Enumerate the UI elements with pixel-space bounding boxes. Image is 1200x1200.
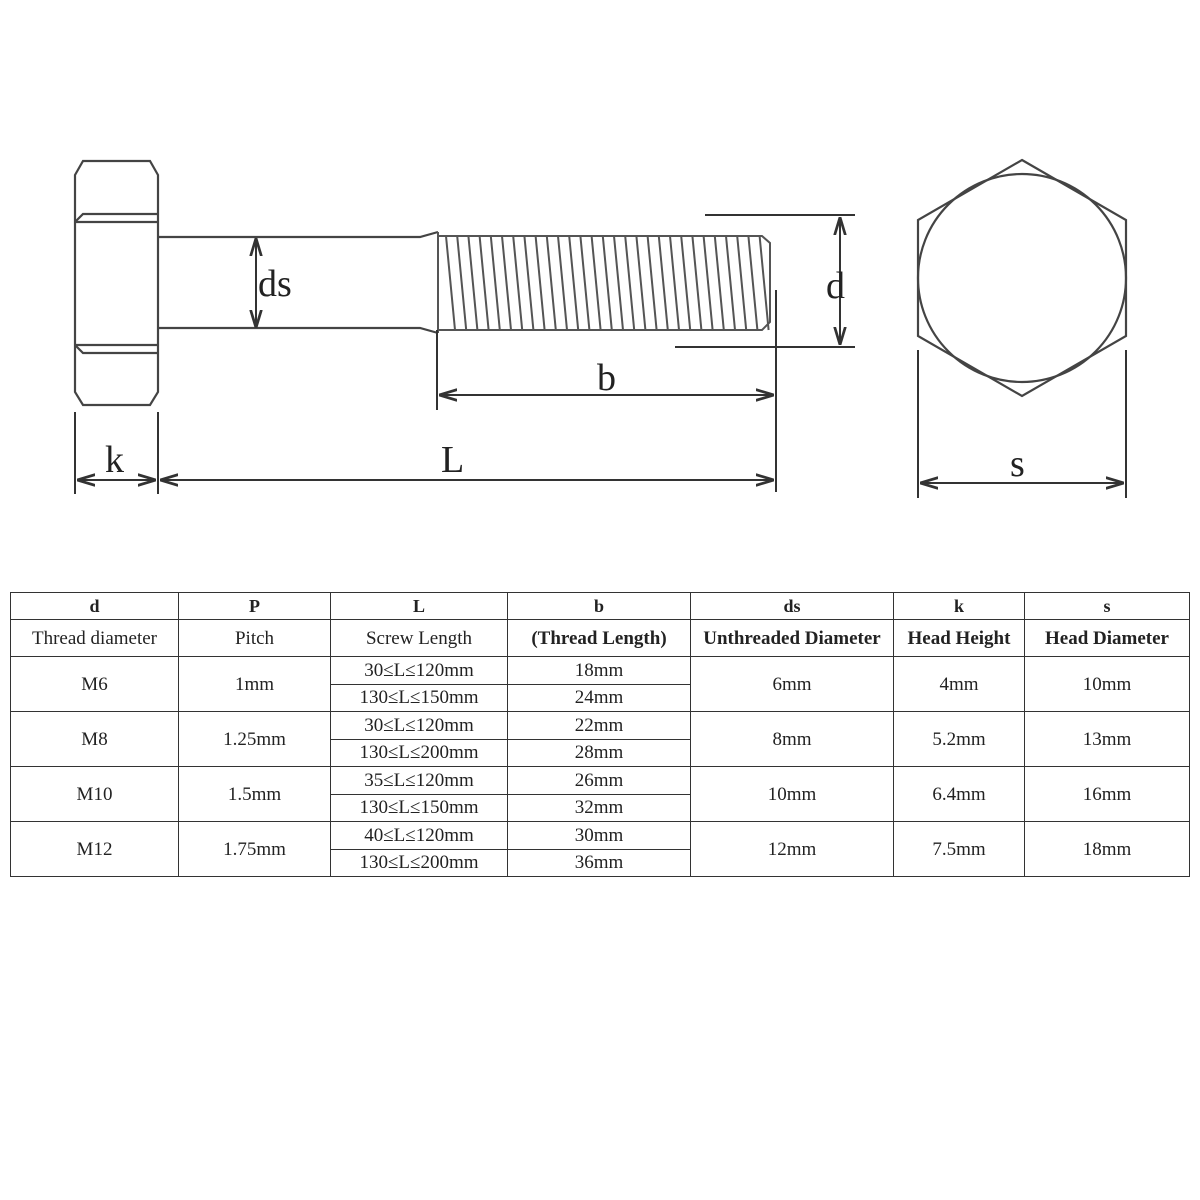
hex-head-end-view: [918, 160, 1126, 396]
cell-unthreaded-diameter: 6mm: [691, 657, 894, 712]
header-description: Unthreaded Diameter: [691, 620, 894, 657]
cell-screw-length: 130≤L≤150mm: [331, 794, 508, 822]
cell-thread-length: 18mm: [508, 657, 691, 685]
thread-line: [760, 236, 769, 330]
header-description: Thread diameter: [11, 620, 179, 657]
header-description: (Thread Length): [508, 620, 691, 657]
thread-line: [524, 236, 533, 330]
thread-line: [636, 236, 645, 330]
header-description: Head Height: [894, 620, 1025, 657]
thread-line: [491, 236, 500, 330]
header-symbol: s: [1025, 593, 1190, 620]
thread-line: [603, 236, 612, 330]
cell-head-height: 4mm: [894, 657, 1025, 712]
header-symbol: P: [179, 593, 331, 620]
cell-screw-length: 130≤L≤150mm: [331, 684, 508, 712]
cell-unthreaded-diameter: 10mm: [691, 767, 894, 822]
thread-line: [726, 236, 735, 330]
thread-line: [446, 236, 455, 330]
cell-head-diameter: 10mm: [1025, 657, 1190, 712]
header-symbol: k: [894, 593, 1025, 620]
thread-line: [692, 236, 701, 330]
header-description: Pitch: [179, 620, 331, 657]
cell-pitch: 1.25mm: [179, 712, 331, 767]
cell-thread-length: 24mm: [508, 684, 691, 712]
cell-thread-diameter: M12: [11, 822, 179, 877]
table-row: [11, 657, 1190, 685]
cell-head-height: 5.2mm: [894, 712, 1025, 767]
table-row: [11, 822, 1190, 850]
cell-screw-length: 40≤L≤120mm: [331, 822, 508, 850]
thread-line: [748, 236, 757, 330]
thread-line: [648, 236, 657, 330]
bolt-dimension-drawing: [0, 0, 1200, 580]
header-description: Screw Length: [331, 620, 508, 657]
header-symbol: ds: [691, 593, 894, 620]
cell-screw-length: 30≤L≤120mm: [331, 657, 508, 685]
cell-thread-length: 36mm: [508, 849, 691, 877]
thread-line: [547, 236, 556, 330]
thread-line: [468, 236, 477, 330]
cell-head-diameter: 18mm: [1025, 822, 1190, 877]
thread-line: [614, 236, 623, 330]
cell-pitch: 1.5mm: [179, 767, 331, 822]
thread-line: [704, 236, 713, 330]
thread-line: [625, 236, 634, 330]
cell-head-diameter: 13mm: [1025, 712, 1190, 767]
thread-line: [558, 236, 567, 330]
thread-line: [715, 236, 724, 330]
cell-unthreaded-diameter: 12mm: [691, 822, 894, 877]
cell-screw-length: 130≤L≤200mm: [331, 849, 508, 877]
cell-thread-length: 30mm: [508, 822, 691, 850]
table-row: [11, 767, 1190, 795]
thread-line: [737, 236, 746, 330]
label-s: s: [1010, 443, 1025, 485]
thread-line: [480, 236, 489, 330]
thread-line: [536, 236, 545, 330]
cell-screw-length: 35≤L≤120mm: [331, 767, 508, 795]
bolt-spec-table: [10, 592, 1190, 877]
thread-line: [513, 236, 522, 330]
thread-line: [681, 236, 690, 330]
cell-thread-diameter: M6: [11, 657, 179, 712]
label-L: L: [441, 439, 465, 481]
cell-screw-length: 30≤L≤120mm: [331, 712, 508, 740]
cell-thread-length: 32mm: [508, 794, 691, 822]
label-ds: ds: [258, 263, 292, 305]
cell-unthreaded-diameter: 8mm: [691, 712, 894, 767]
thread-line: [502, 236, 511, 330]
bolt-thread: [438, 232, 770, 333]
cell-thread-length: 28mm: [508, 739, 691, 767]
cell-thread-diameter: M8: [11, 712, 179, 767]
header-symbol: b: [508, 593, 691, 620]
label-d: d: [826, 265, 845, 307]
cell-pitch: 1mm: [179, 657, 331, 712]
header-symbol: L: [331, 593, 508, 620]
cell-head-height: 6.4mm: [894, 767, 1025, 822]
description-header-row: [11, 620, 1190, 657]
bolt-shank: [158, 232, 438, 333]
thread-line: [569, 236, 578, 330]
thread-lines: [446, 236, 769, 330]
header-symbol: d: [11, 593, 179, 620]
label-k: k: [105, 439, 124, 481]
header-description: Head Diameter: [1025, 620, 1190, 657]
cell-thread-length: 22mm: [508, 712, 691, 740]
thread-line: [580, 236, 589, 330]
cell-thread-diameter: M10: [11, 767, 179, 822]
cell-screw-length: 130≤L≤200mm: [331, 739, 508, 767]
dimension-k-l: [75, 412, 772, 494]
label-b: b: [597, 357, 616, 399]
cell-head-diameter: 16mm: [1025, 767, 1190, 822]
thread-line: [592, 236, 601, 330]
cell-thread-length: 26mm: [508, 767, 691, 795]
cell-pitch: 1.75mm: [179, 822, 331, 877]
thread-line: [659, 236, 668, 330]
cell-head-height: 7.5mm: [894, 822, 1025, 877]
thread-line: [670, 236, 679, 330]
bolt-head-side: [75, 161, 158, 405]
thread-line: [457, 236, 466, 330]
table-row: [11, 712, 1190, 740]
symbol-header-row: [11, 593, 1190, 620]
